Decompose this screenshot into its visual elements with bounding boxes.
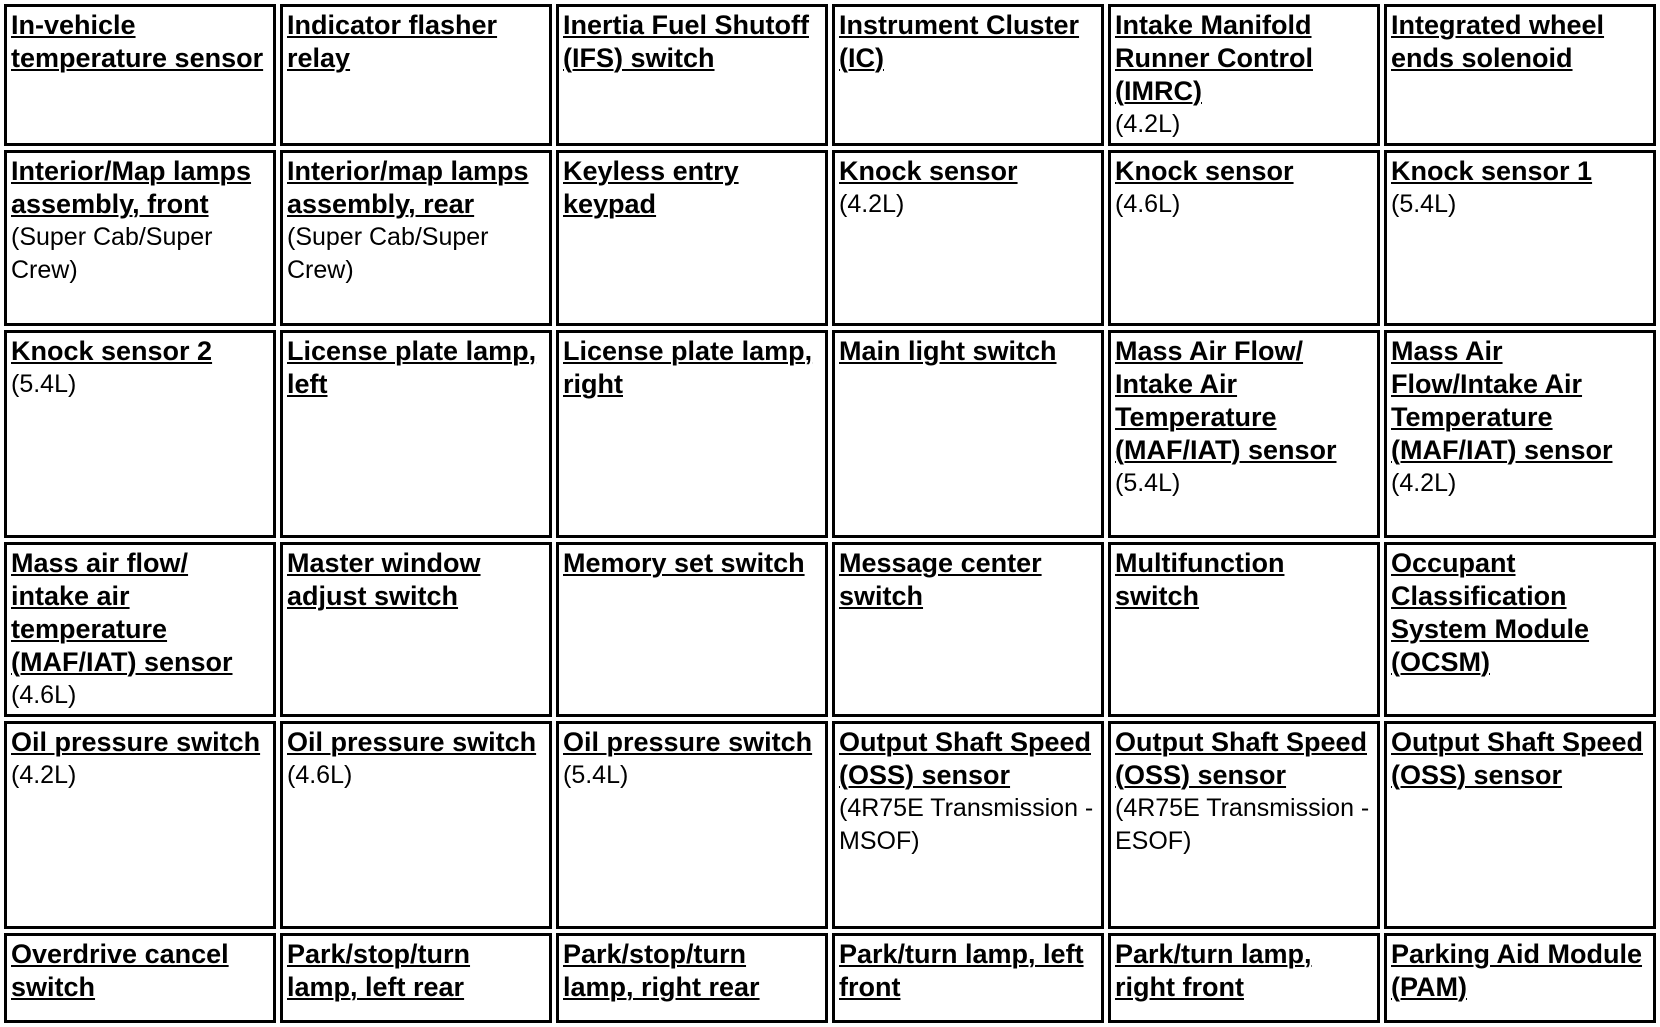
component-link[interactable]: Output Shaft Speed (OSS) sensor [839, 727, 1091, 790]
table-cell [1384, 933, 1656, 1023]
table-cell [4, 933, 276, 1023]
component-link[interactable]: In-vehicle temperature sensor [11, 10, 264, 73]
table-cell [280, 330, 552, 538]
table-cell [280, 933, 552, 1023]
table-cell [832, 330, 1104, 538]
component-note: (5.4L) [1115, 469, 1181, 497]
component-link[interactable]: Main light switch [839, 336, 1057, 366]
component-link[interactable]: Indicator flasher relay [287, 10, 498, 73]
component-link[interactable]: Knock sensor 1 [1391, 156, 1593, 186]
component-note: (4.2L) [1391, 469, 1457, 497]
component-note: (5.4L) [11, 370, 77, 398]
table-cell [1384, 721, 1656, 929]
component-link[interactable]: Interior/Map lamps assembly, front [11, 156, 252, 219]
table-cell [556, 933, 828, 1023]
table-cell [1108, 721, 1380, 929]
table-row [4, 150, 1656, 326]
table-row [4, 4, 1656, 146]
component-link[interactable]: Occupant Classification System Module (OCSM) [1391, 548, 1590, 677]
table-cell [4, 542, 276, 717]
table-cell [1108, 542, 1380, 717]
table-cell [280, 150, 552, 326]
component-link[interactable]: Mass Air Flow/Intake Air Temperature (MAF/IAT) sensor [1391, 336, 1613, 465]
component-link[interactable]: Integrated wheel ends solenoid [1391, 10, 1605, 73]
component-link[interactable]: Park/turn lamp, left front [839, 939, 1084, 1002]
table-cell [1384, 330, 1656, 538]
component-link[interactable]: Master window adjust switch [287, 548, 481, 611]
component-link[interactable]: Park/stop/turn lamp, right rear [563, 939, 760, 1002]
component-link[interactable]: Knock sensor [839, 156, 1018, 186]
component-link[interactable]: Keyless entry keypad [563, 156, 739, 219]
component-link[interactable]: Oil pressure switch [11, 727, 261, 757]
table-cell [832, 721, 1104, 929]
component-link[interactable]: License plate lamp, right [563, 336, 813, 399]
table-cell [556, 150, 828, 326]
component-link[interactable]: Instrument Cluster (IC) [839, 10, 1080, 73]
table-cell [280, 542, 552, 717]
component-note: (4.6L) [1115, 190, 1181, 218]
table-cell [832, 542, 1104, 717]
table-cell [556, 721, 828, 929]
component-note: (4.6L) [287, 761, 353, 789]
table-cell [4, 330, 276, 538]
component-link[interactable]: Mass Air Flow/ Intake Air Temperature (MAF/IAT) sensor [1115, 336, 1337, 465]
component-note: (4R75E Transmission - ESOF) [1115, 794, 1370, 855]
component-link[interactable]: Park/turn lamp, right front [1115, 939, 1312, 1002]
table-row [4, 330, 1656, 538]
component-note: (Super Cab/Super Crew) [11, 223, 213, 284]
table-cell [832, 150, 1104, 326]
component-link[interactable]: Interior/map lamps assembly, rear [287, 156, 529, 219]
table-row [4, 933, 1656, 1023]
table-cell [280, 721, 552, 929]
component-note: (Super Cab/Super Crew) [287, 223, 489, 284]
component-note: (4.2L) [11, 761, 77, 789]
component-link[interactable]: Oil pressure switch [287, 727, 537, 757]
component-index-body [4, 4, 1656, 1023]
component-link[interactable]: Memory set switch [563, 548, 805, 578]
component-note: (4.2L) [839, 190, 905, 218]
table-cell [832, 4, 1104, 146]
component-link[interactable]: Inertia Fuel Shutoff (IFS) switch [563, 10, 809, 73]
component-link[interactable]: Parking Aid Module (PAM) [1391, 939, 1643, 1002]
table-cell [1108, 933, 1380, 1023]
table-cell [832, 933, 1104, 1023]
table-cell [556, 330, 828, 538]
component-link[interactable]: Knock sensor 2 [11, 336, 213, 366]
table-cell [556, 542, 828, 717]
table-cell [1108, 330, 1380, 538]
table-cell [1384, 542, 1656, 717]
component-link[interactable]: Park/stop/turn lamp, left rear [287, 939, 471, 1002]
component-link[interactable]: Output Shaft Speed (OSS) sensor [1391, 727, 1643, 790]
table-cell [1384, 4, 1656, 146]
component-note: (4.6L) [11, 681, 77, 709]
table-cell [4, 4, 276, 146]
component-link[interactable]: Message center switch [839, 548, 1042, 611]
component-link[interactable]: Intake Manifold Runner Control (IMRC) [1115, 10, 1313, 106]
table-cell [1108, 150, 1380, 326]
component-link[interactable]: Mass air flow/ intake air temperature (MAF/IAT) sensor [11, 548, 233, 677]
table-cell [1108, 4, 1380, 146]
component-note: (4.2L) [1115, 110, 1181, 138]
component-link[interactable]: Multifunction switch [1115, 548, 1285, 611]
table-cell [280, 4, 552, 146]
component-link[interactable]: Overdrive cancel switch [11, 939, 229, 1002]
table-row [4, 542, 1656, 717]
table-cell [4, 721, 276, 929]
table-cell [556, 4, 828, 146]
component-note: (5.4L) [563, 761, 629, 789]
component-link[interactable]: Output Shaft Speed (OSS) sensor [1115, 727, 1367, 790]
table-row [4, 721, 1656, 929]
table-cell [1384, 150, 1656, 326]
component-link[interactable]: Knock sensor [1115, 156, 1294, 186]
component-note: (4R75E Transmission - MSOF) [839, 794, 1094, 855]
component-link[interactable]: License plate lamp, left [287, 336, 537, 399]
component-link[interactable]: Oil pressure switch [563, 727, 813, 757]
table-cell [4, 150, 276, 326]
component-note: (5.4L) [1391, 190, 1457, 218]
